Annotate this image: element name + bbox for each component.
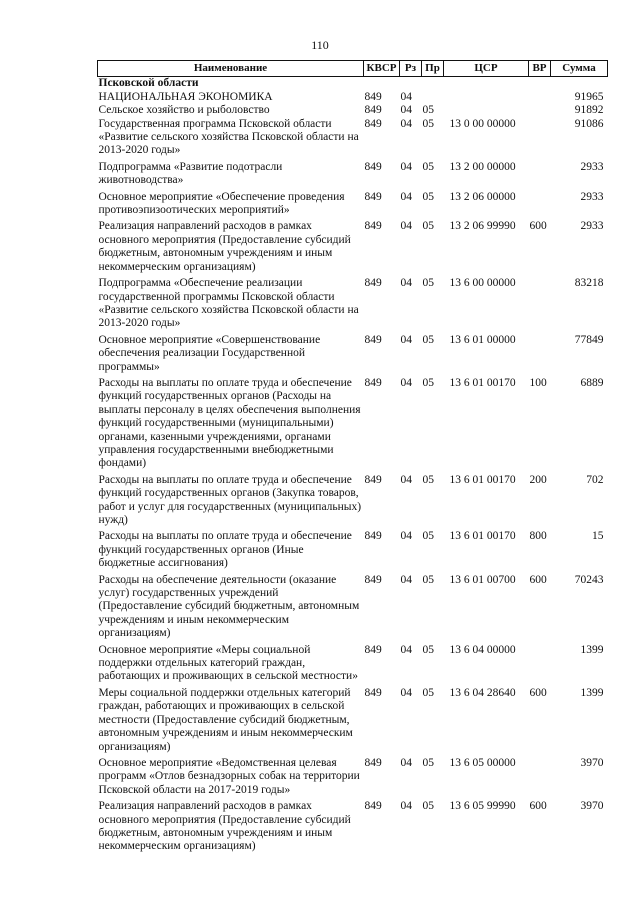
budget-table (97, 60, 608, 857)
header-csr: ЦСР (444, 61, 529, 77)
row-name: Меры социальной поддержки отдельных категорий граждан, работающих и проживающих в сельской местности (Предоставление субсидий бюджетным, автономным учреждениям и иным некоммерческим организациям) (98, 686, 353, 753)
row-sum: 70243 (574, 573, 604, 586)
row-pr: 05 (422, 117, 434, 130)
row-csr: 13 2 00 00000 (449, 160, 516, 173)
row-kvsr: 849 (364, 104, 382, 117)
row-pr: 05 (422, 530, 434, 543)
row-kvsr (364, 77, 400, 91)
row-vr (529, 644, 551, 687)
row-rz: 04 (400, 686, 412, 699)
page-number: 110 (311, 38, 329, 52)
table-row (98, 574, 608, 644)
row-name: Реализация направлений расходов в рамках основного мероприятия (Предоставление субсидий бюджетным, автономным учреждениям и иным некоммерческим организациям) (98, 800, 351, 853)
row-sum: 3970 (580, 756, 604, 769)
header-kvsr: КВСР (364, 61, 400, 77)
row-vr: 800 (529, 530, 547, 543)
row-vr (529, 277, 551, 334)
row-sum: 702 (586, 473, 604, 486)
row-name: Расходы на выплаты по оплате труда и обеспечение функций государственных органов (Иные бюджетные ассигнования) (98, 530, 352, 570)
row-vr (529, 91, 551, 104)
row-vr (529, 118, 551, 161)
table-row (98, 91, 608, 104)
row-rz: 04 (400, 333, 412, 346)
row-vr: 200 (529, 473, 547, 486)
row-name: Реализация направлений расходов в рамках основного мероприятия (Предоставление субсидий бюджетным, автономным учреждениям и иным некоммерческим организациям) (98, 220, 351, 273)
header-rz: Рз (400, 61, 422, 77)
table-header-row (98, 61, 608, 77)
row-csr: 13 2 06 99990 (449, 220, 516, 233)
row-csr: 13 0 00 00000 (449, 117, 516, 130)
row-sum: 1399 (580, 686, 604, 699)
row-pr: 05 (422, 160, 434, 173)
row-csr: 13 6 04 28640 (449, 686, 516, 699)
row-csr: 13 6 00 00000 (449, 277, 516, 290)
row-kvsr: 849 (364, 160, 382, 173)
table-row (98, 644, 608, 687)
row-pr: 05 (422, 190, 434, 203)
row-rz: 04 (400, 800, 412, 813)
row-rz: 04 (400, 530, 412, 543)
table-row (98, 334, 608, 377)
table-row (98, 757, 608, 800)
row-sum: 91086 (574, 117, 604, 130)
row-sum: 6889 (580, 376, 604, 389)
table-row (98, 687, 608, 757)
row-rz: 04 (400, 473, 412, 486)
row-csr: 13 6 05 99990 (449, 800, 516, 813)
row-vr (529, 104, 551, 117)
table-row (98, 277, 608, 334)
row-pr: 05 (422, 333, 434, 346)
row-kvsr: 849 (364, 376, 382, 389)
row-sum: 1399 (580, 643, 604, 656)
row-rz: 04 (400, 104, 412, 117)
row-csr: 13 6 01 00700 (449, 573, 516, 586)
row-rz: 04 (400, 756, 412, 769)
row-name: Расходы на выплаты по оплате труда и обеспечение функций государственных органов (Расходы на выплаты персоналу в целях обеспечения выполнения функций государственными (муниципальными) органами, казенными учреждениями, органами управления государственными внебюджетными фондами) (98, 376, 361, 470)
row-vr (529, 77, 551, 91)
row-rz: 04 (400, 160, 412, 173)
row-rz: 04 (400, 190, 412, 203)
row-pr: 05 (422, 376, 434, 389)
row-sum: 83218 (574, 277, 604, 290)
row-vr (529, 757, 551, 800)
table-row (98, 800, 608, 857)
row-pr: 05 (422, 473, 434, 486)
row-kvsr: 849 (364, 643, 382, 656)
row-csr: 13 6 01 00170 (449, 473, 516, 486)
table-row (98, 191, 608, 221)
row-csr: 13 6 05 00000 (449, 756, 516, 769)
row-rz: 04 (400, 573, 412, 586)
row-sum: 2933 (580, 220, 604, 233)
row-kvsr: 849 (364, 277, 382, 290)
row-vr: 600 (529, 573, 547, 586)
row-name: Основное мероприятие «Ведомственная целевая программ «Отлов безнадзорных собак на территории Псковской области на 2017-2019 годы» (98, 756, 360, 796)
table-row (98, 104, 608, 117)
row-pr: 05 (422, 756, 434, 769)
row-name: НАЦИОНАЛЬНАЯ ЭКОНОМИКА (98, 90, 273, 103)
row-rz: 04 (400, 277, 412, 290)
table-body (98, 77, 608, 857)
row-kvsr: 849 (364, 90, 382, 103)
table-row (98, 118, 608, 161)
table-row (98, 377, 608, 474)
row-pr: 05 (422, 104, 434, 117)
row-csr (444, 77, 529, 91)
row-name: Основное мероприятие «Меры социальной поддержки отдельных категорий граждан, работающих и проживающих в сельской местности» (98, 643, 358, 683)
row-sum: 15 (592, 530, 604, 543)
row-sum: 91892 (574, 104, 604, 117)
table-row (98, 220, 608, 277)
row-sum: 3970 (580, 800, 604, 813)
header-name: Наименование (98, 61, 364, 77)
header-pr: Пр (422, 61, 444, 77)
row-csr: 13 6 04 00000 (449, 643, 516, 656)
row-sum: 91965 (574, 90, 604, 103)
row-pr (422, 91, 444, 104)
row-csr (444, 104, 529, 117)
row-pr: 05 (422, 277, 434, 290)
row-rz: 04 (400, 376, 412, 389)
row-sum: 2933 (580, 160, 604, 173)
row-sum: 2933 (580, 190, 604, 203)
row-kvsr: 849 (364, 333, 382, 346)
row-vr (529, 334, 551, 377)
row-name: Основное мероприятие «Совершенствование обеспечения реализации Государственной программы» (98, 333, 321, 373)
table-row (98, 474, 608, 531)
row-name: Сельское хозяйство и рыболовство (98, 104, 270, 117)
table-row (98, 530, 608, 573)
row-vr: 600 (529, 220, 547, 233)
row-csr: 13 6 01 00170 (449, 376, 516, 389)
row-pr (422, 77, 444, 91)
row-name: Подпрограмма «Обеспечение реализации государственной программы Псковской области «Развитие сельского хозяйства Псковской области на 2013-2020 годы» (98, 277, 359, 330)
row-vr: 600 (529, 686, 547, 699)
row-kvsr: 849 (364, 800, 382, 813)
row-name: Псковской области (98, 77, 199, 90)
row-kvsr: 849 (364, 473, 382, 486)
row-rz: 04 (400, 643, 412, 656)
row-rz (400, 77, 422, 91)
row-kvsr: 849 (364, 190, 382, 203)
row-kvsr: 849 (364, 756, 382, 769)
row-csr: 13 6 01 00000 (449, 333, 516, 346)
row-pr: 05 (422, 800, 434, 813)
row-pr: 05 (422, 573, 434, 586)
row-name: Государственная программа Псковской области «Развитие сельского хозяйства Псковской области на 2013-2020 годы» (98, 117, 359, 157)
row-name: Основное мероприятие «Обеспечение проведения противоэпизоотических мероприятий» (98, 190, 345, 217)
row-vr (529, 191, 551, 221)
row-name: Расходы на обеспечение деятельности (оказание услуг) государственных учреждений (Предоставление субсидий бюджетным, автономным учреждениям и иным некоммерческим организациям) (98, 573, 360, 640)
row-vr: 100 (529, 376, 547, 389)
table-row (98, 77, 608, 91)
row-name: Подпрограмма «Развитие подотрасли животноводства» (98, 160, 283, 187)
row-rz: 04 (400, 90, 412, 103)
table-row (98, 161, 608, 191)
header-sum: Сумма (551, 61, 608, 77)
row-kvsr: 849 (364, 686, 382, 699)
row-pr: 05 (422, 220, 434, 233)
row-pr: 05 (422, 643, 434, 656)
row-sum: 77849 (574, 333, 604, 346)
row-kvsr: 849 (364, 573, 382, 586)
row-csr: 13 2 06 00000 (449, 190, 516, 203)
row-vr (529, 161, 551, 191)
row-kvsr: 849 (364, 530, 382, 543)
row-name: Расходы на выплаты по оплате труда и обеспечение функций государственных органов (Закупка товаров, работ и услуг для государственных (муниципальных) нужд) (98, 473, 362, 526)
row-kvsr: 849 (364, 220, 382, 233)
row-sum (551, 77, 608, 91)
row-csr (444, 91, 529, 104)
row-vr: 600 (529, 800, 547, 813)
row-kvsr: 849 (364, 117, 382, 130)
row-csr: 13 6 01 00170 (449, 530, 516, 543)
header-vr: ВР (529, 61, 551, 77)
row-pr: 05 (422, 686, 434, 699)
row-rz: 04 (400, 117, 412, 130)
row-rz: 04 (400, 220, 412, 233)
